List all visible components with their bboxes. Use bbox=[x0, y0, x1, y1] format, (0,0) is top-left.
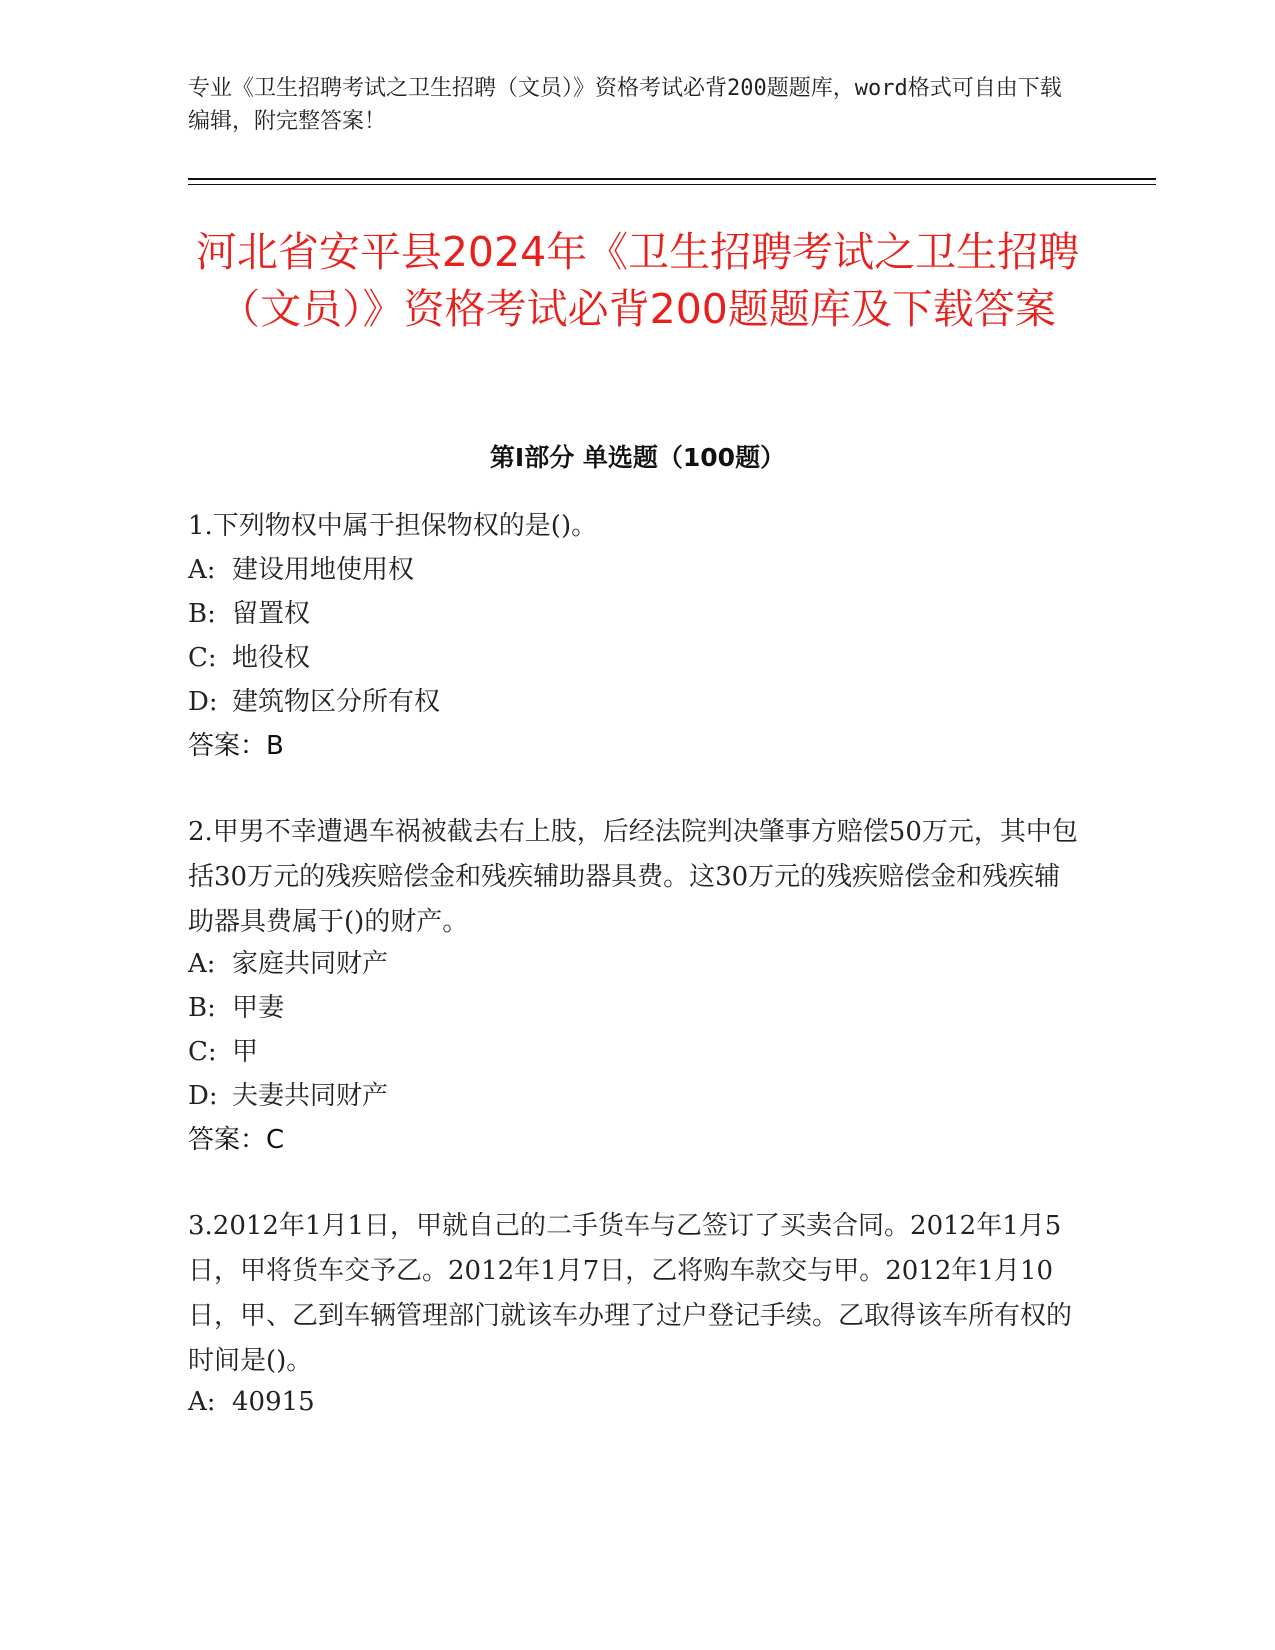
option-d bbox=[188, 680, 1078, 725]
option-key: B: bbox=[188, 993, 216, 1023]
question-text: 2.甲男不幸遭遇车祸被截去右上肢，后经法院判决肇事方赔偿50万元，其中包括30万元的残疾赔偿金和残疾辅助器具费。这30万元的残疾赔偿金和残疾辅助器具费属于()的财产。 bbox=[188, 817, 1078, 937]
header-divider-thin bbox=[188, 184, 1156, 185]
option-a bbox=[188, 1380, 1078, 1425]
option-c bbox=[188, 636, 1078, 681]
option-text: 留置权 bbox=[232, 599, 311, 629]
option-text: 夫妻共同财产 bbox=[232, 1081, 389, 1111]
section-title: 第Ⅰ部分 单选题（100题） bbox=[489, 443, 786, 472]
option-key: D: bbox=[188, 1081, 218, 1111]
option-key: D: bbox=[188, 687, 218, 717]
option-key: A: bbox=[188, 1387, 216, 1417]
option-b bbox=[188, 592, 1078, 637]
option-text: 甲 bbox=[232, 1037, 259, 1067]
header-divider bbox=[188, 178, 1156, 180]
option-text: 甲妻 bbox=[232, 993, 285, 1023]
option-key: C: bbox=[188, 1037, 217, 1067]
option-b bbox=[188, 986, 1078, 1031]
option-a bbox=[188, 942, 1078, 987]
document-title: 河北省安平县2024年《卫生招聘考试之卫生招聘（文员）》资格考试必背200题题库及下载答案 bbox=[195, 228, 1080, 333]
option-key: B: bbox=[188, 599, 216, 629]
option-d bbox=[188, 1074, 1078, 1119]
option-a bbox=[188, 548, 1078, 593]
option-text: 地役权 bbox=[232, 643, 311, 673]
question-text: 3.2012年1月1日，甲就自己的二手货车与乙签订了买卖合同。2012年1月5日，甲将货车交予乙。2012年1月7日，乙将购车款交与甲。2012年1月10日，甲、乙到车辆管理部门就该车办理了过户登记手续。乙取得该车所有权的时间是()。 bbox=[188, 1211, 1073, 1376]
option-key: A: bbox=[188, 555, 216, 585]
question-text: 1.下列物权中属于担保物权的是()。 bbox=[188, 511, 598, 541]
option-text: 家庭共同财产 bbox=[232, 949, 389, 979]
answer: 答案：C bbox=[188, 1125, 285, 1155]
answer: 答案：B bbox=[188, 731, 284, 761]
option-c bbox=[188, 1030, 1078, 1075]
option-text: 建筑物区分所有权 bbox=[232, 687, 441, 717]
option-key: C: bbox=[188, 643, 217, 673]
option-text: 40915 bbox=[232, 1387, 315, 1417]
header-note: 专业《卫生招聘考试之卫生招聘（文员）》资格考试必背200题题库，word格式可自由下载编辑，附完整答案！ bbox=[188, 76, 1062, 134]
option-text: 建设用地使用权 bbox=[232, 555, 415, 585]
option-key: A: bbox=[188, 949, 216, 979]
